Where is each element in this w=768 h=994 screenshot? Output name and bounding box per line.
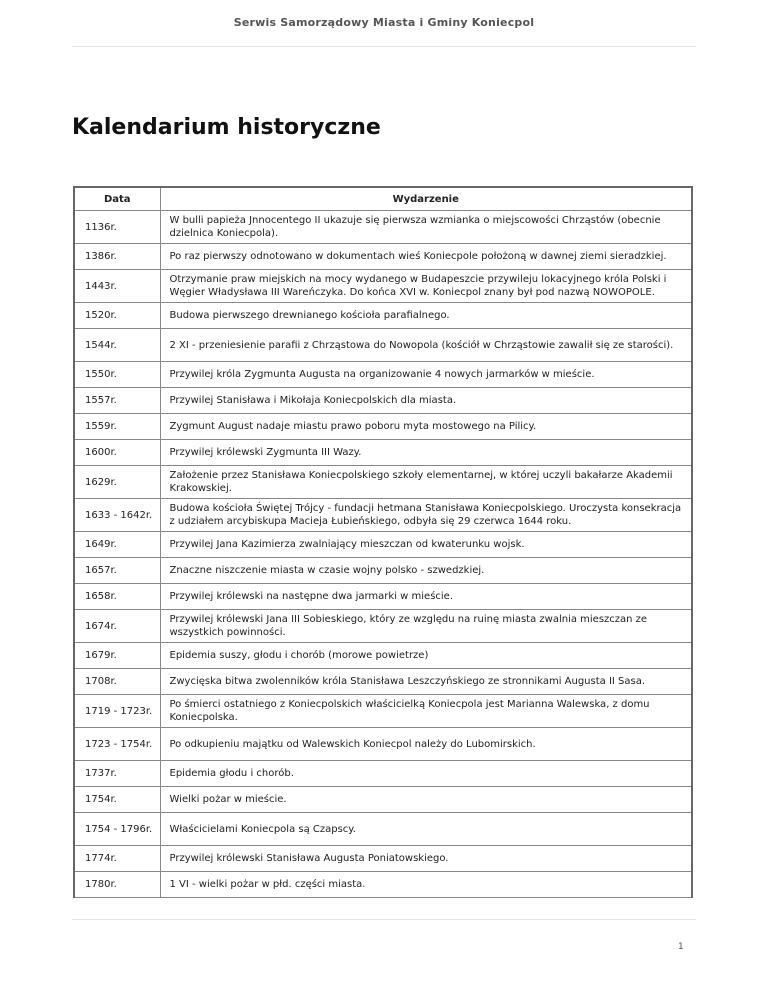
table-row bbox=[74, 532, 692, 558]
cell-event: Epidemia głodu i chorób. bbox=[160, 761, 692, 787]
cell-event: Przywilej królewski Stanisława Augusta Poniatowskiego. bbox=[160, 846, 692, 872]
table-row bbox=[74, 303, 692, 329]
cell-date: 1754r. bbox=[74, 787, 160, 813]
cell-date: 1708r. bbox=[74, 669, 160, 695]
cell-event: 2 XI - przeniesienie parafii z Chrząstowa do Nowopola (kościół w Chrząstowie zawalił się ze starości). bbox=[160, 329, 692, 362]
table-row bbox=[74, 362, 692, 388]
cell-event: Przywilej króla Zygmunta Augusta na organizowanie 4 nowych jarmarków w mieście. bbox=[160, 362, 692, 388]
cell-date: 1737r. bbox=[74, 761, 160, 787]
table-body bbox=[74, 211, 692, 898]
table-row bbox=[74, 270, 692, 303]
cell-event: W bulli papieża Jnnocentego II ukazuje się pierwsza wzmianka o miejscowości Chrząstów (obecnie dzielnica Koniecpola). bbox=[160, 211, 692, 244]
table-row bbox=[74, 761, 692, 787]
cell-date: 1679r. bbox=[74, 643, 160, 669]
cell-event: Przywilej Stanisława i Mikołaja Koniecpolskich dla miasta. bbox=[160, 388, 692, 414]
table-row bbox=[74, 466, 692, 499]
history-table bbox=[73, 186, 693, 898]
table-row bbox=[74, 211, 692, 244]
table-row bbox=[74, 643, 692, 669]
cell-date: 1520r. bbox=[74, 303, 160, 329]
table-row bbox=[74, 244, 692, 270]
table-row bbox=[74, 388, 692, 414]
page-title: Kalendarium historyczne bbox=[72, 115, 381, 140]
cell-event: Po odkupieniu majątku od Walewskich Koniecpol należy do Lubomirskich. bbox=[160, 728, 692, 761]
cell-event: Zwycięska bitwa zwolenników króla Stanisława Leszczyńskiego ze stronnikami Augusta II Sasa. bbox=[160, 669, 692, 695]
cell-date: 1658r. bbox=[74, 584, 160, 610]
cell-event: 1 VI - wielki pożar w płd. części miasta. bbox=[160, 872, 692, 898]
cell-event: Zygmunt August nadaje miastu prawo poboru myta mostowego na Pilicy. bbox=[160, 414, 692, 440]
cell-date: 1600r. bbox=[74, 440, 160, 466]
column-header-event: Wydarzenie bbox=[160, 187, 692, 211]
site-title: Serwis Samorządowy Miasta i Gminy Koniecpol bbox=[233, 16, 535, 29]
cell-event: Przywilej królewski Jana III Sobieskiego, który ze względu na ruinę miasta zwalnia mieszczan ze wszystkich powinności. bbox=[160, 610, 692, 643]
cell-date: 1754 - 1796r. bbox=[74, 813, 160, 846]
cell-date: 1550r. bbox=[74, 362, 160, 388]
cell-event: Po raz pierwszy odnotowano w dokumentach wieś Koniecpole położoną w dawnej ziemi sieradzkiej. bbox=[160, 244, 692, 270]
table-row bbox=[74, 813, 692, 846]
cell-date: 1629r. bbox=[74, 466, 160, 499]
cell-date: 1719 - 1723r. bbox=[74, 695, 160, 728]
cell-event: Przywilej królewski Zygmunta III Wazy. bbox=[160, 440, 692, 466]
cell-date: 1649r. bbox=[74, 532, 160, 558]
cell-date: 1780r. bbox=[74, 872, 160, 898]
cell-date: 1557r. bbox=[74, 388, 160, 414]
cell-date: 1443r. bbox=[74, 270, 160, 303]
cell-date: 1723 - 1754r. bbox=[74, 728, 160, 761]
cell-date: 1136r. bbox=[74, 211, 160, 244]
cell-event: Epidemia suszy, głodu i chorób (morowe powietrze) bbox=[160, 643, 692, 669]
table-row bbox=[74, 499, 692, 532]
cell-event: Znaczne niszczenie miasta w czasie wojny polsko - szwedzkiej. bbox=[160, 558, 692, 584]
table-header-row bbox=[74, 187, 692, 211]
table-row bbox=[74, 558, 692, 584]
table-row bbox=[74, 695, 692, 728]
cell-event: Budowa pierwszego drewnianego kościoła parafialnego. bbox=[160, 303, 692, 329]
table-row bbox=[74, 584, 692, 610]
cell-date: 1657r. bbox=[74, 558, 160, 584]
table-row bbox=[74, 728, 692, 761]
cell-event: Właścicielami Koniecpola są Czapscy. bbox=[160, 813, 692, 846]
cell-date: 1774r. bbox=[74, 846, 160, 872]
cell-event: Przywilej królewski na następne dwa jarmarki w mieście. bbox=[160, 584, 692, 610]
cell-date: 1633 - 1642r. bbox=[74, 499, 160, 532]
table-row bbox=[74, 329, 692, 362]
table-row bbox=[74, 872, 692, 898]
table-row bbox=[74, 610, 692, 643]
footer-divider bbox=[72, 919, 696, 920]
cell-event: Założenie przez Stanisława Koniecpolskiego szkoły elementarnej, w której uczyli bakałarze Akademii Krakowskiej. bbox=[160, 466, 692, 499]
cell-event: Otrzymanie praw miejskich na mocy wydanego w Budapeszcie przywileju lokacyjnego króla Polski i Węgier Władysława III Warеńczyka. Do końca XVI w. Koniecpol znany był pod nazwą NOWOPOLE. bbox=[160, 270, 692, 303]
table-row bbox=[74, 787, 692, 813]
site-header bbox=[72, 0, 696, 47]
cell-date: 1544r. bbox=[74, 329, 160, 362]
cell-date: 1559r. bbox=[74, 414, 160, 440]
cell-date: 1386r. bbox=[74, 244, 160, 270]
cell-event: Wielki pożar w mieście. bbox=[160, 787, 692, 813]
cell-event: Przywilej Jana Kazimierza zwalniający mieszczan od kwaterunku wojsk. bbox=[160, 532, 692, 558]
column-header-date: Data bbox=[74, 187, 160, 211]
table-row bbox=[74, 669, 692, 695]
cell-event: Budowa kościoła Świętej Trójcy - fundacji hetmana Stanisława Koniecpolskiego. Uroczysta konsekracja z udziałem arcybiskupa Macieja Łubieńskiego, odbyła się 29 czerwca 1644 roku. bbox=[160, 499, 692, 532]
table-row bbox=[74, 846, 692, 872]
cell-date: 1674r. bbox=[74, 610, 160, 643]
table-row bbox=[74, 440, 692, 466]
table-row bbox=[74, 414, 692, 440]
page-number: 1 bbox=[678, 942, 684, 952]
cell-event: Po śmierci ostatniego z Koniecpolskich właścicielką Koniecpola jest Marianna Walewska, z domu Koniecpolska. bbox=[160, 695, 692, 728]
